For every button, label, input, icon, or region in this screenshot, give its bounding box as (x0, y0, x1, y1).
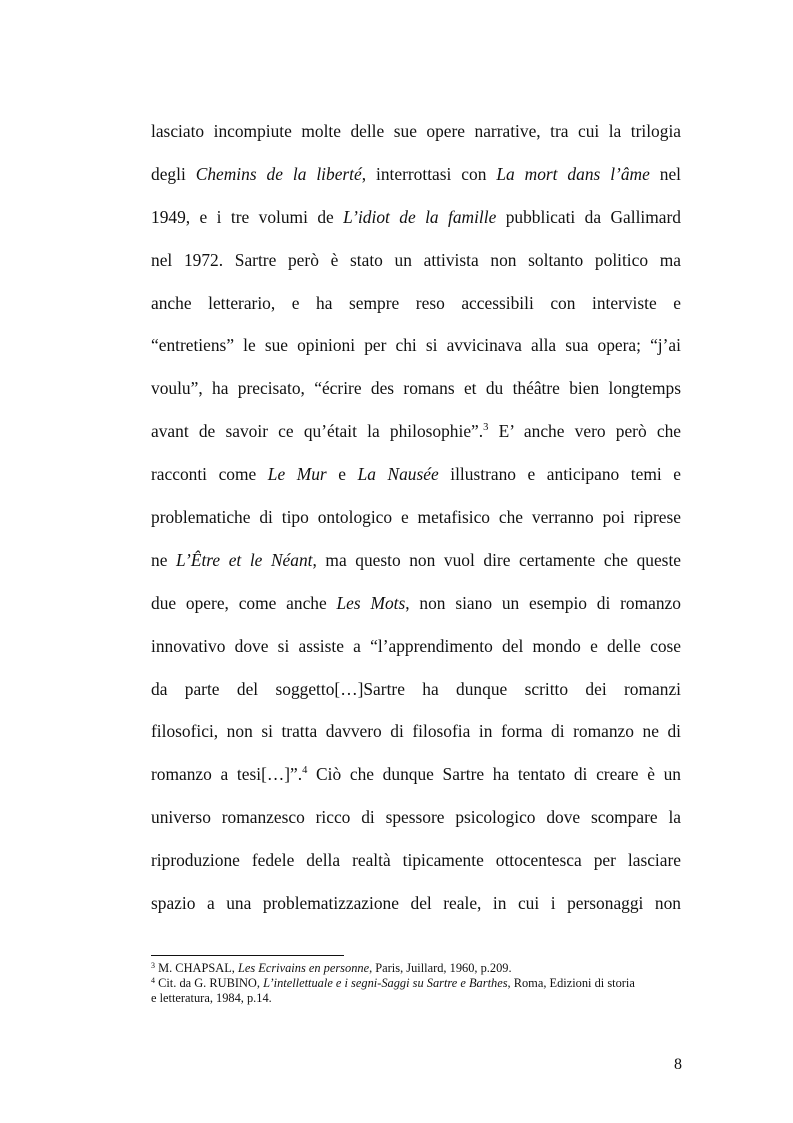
italic-text: Le Mur (267, 464, 327, 485)
text-segment: e letteratura, 1984, p.14. (151, 990, 272, 1005)
text-segment: filosofici, non si tratta davvero di filosofia in forma di romanzo ne di (151, 721, 681, 742)
italic-text: L’Être et le Néant (176, 549, 313, 570)
text-line (151, 753, 681, 796)
text-line (151, 882, 681, 925)
text-segment: e (326, 464, 358, 485)
text-segment: degli (151, 163, 196, 184)
text-line (151, 496, 681, 539)
text-segment: E’ anche vero però che (488, 421, 681, 442)
text-segment: , interrottasi con (361, 163, 497, 184)
footnote-reference: 3 (483, 422, 489, 434)
footnote-separator (151, 955, 344, 956)
page-number: 8 (674, 1056, 682, 1073)
footnote-reference: 4 (302, 765, 308, 777)
footnote-number: 3 (151, 961, 155, 970)
text-segment: da parte del soggetto[…]Sartre ha dunque scritto dei romanzi (151, 678, 681, 699)
text-segment: romanzo a tesi[…]”. (151, 764, 303, 785)
text-line (151, 196, 681, 239)
italic-text: L’idiot de la famille (343, 206, 497, 227)
text-segment: ne (151, 549, 176, 570)
footnote-line (151, 961, 681, 976)
text-segment: 1949, e i tre volumi de (151, 206, 344, 227)
text-segment: universo romanzesco ricco di spessore psicologico dove scompare la (151, 807, 681, 828)
footnotes (151, 961, 681, 1005)
text-line (151, 539, 681, 582)
text-segment: Cit. da G. RUBINO, (155, 975, 264, 990)
text-line (151, 153, 681, 196)
text-line (151, 582, 681, 625)
text-line (151, 668, 681, 711)
italic-text: L’intellettuale e i segni-Saggi su Sartre e Barthes (263, 975, 508, 990)
text-segment: due opere, come anche (151, 592, 337, 613)
italic-text: Chemins de la liberté (195, 163, 362, 184)
text-line (151, 410, 681, 453)
text-segment: “entretiens” le sue opinioni per chi si avvicinava alla sua opera; “j’ai (151, 335, 681, 356)
text-line (151, 625, 681, 668)
text-line (151, 282, 681, 325)
italic-text: La Nausée (357, 464, 439, 485)
text-segment: , Roma, Edizioni di storia (507, 975, 635, 990)
text-segment: pubblicati da Gallimard (496, 206, 681, 227)
text-segment: , non siano un esempio di romanzo (405, 592, 681, 613)
text-segment: nel 1972. Sartre però è stato un attivista non soltanto politico ma (151, 249, 681, 270)
text-segment: lasciato incompiute molte delle sue opere narrative, tra cui la trilogia (151, 121, 681, 141)
text-segment: illustrano e anticipano temi e (438, 464, 681, 485)
italic-text: La mort dans l’âme (496, 163, 650, 184)
footnote-line (151, 976, 681, 991)
text-segment: anche letterario, e ha sempre reso accessibili con interviste e (151, 292, 681, 313)
text-line (151, 453, 681, 496)
text-segment: racconti come (151, 464, 268, 485)
text-segment: Ciò che dunque Sartre ha tentato di creare è un (307, 764, 681, 785)
italic-text: Les Ecrivains en personne (237, 961, 370, 975)
text-line (151, 839, 681, 882)
text-segment: spazio a una problematizzazione del reale, in cui i personaggi non (151, 893, 681, 914)
text-segment: problematiche di tipo ontologico e metafisico che verranno poi riprese (151, 507, 681, 528)
text-segment: , ma questo non vuol dire certamente che queste (312, 549, 681, 570)
text-line (151, 367, 681, 410)
text-segment: , Paris, Juillard, 1960, p.209. (369, 961, 512, 975)
italic-text: Les Mots (336, 592, 406, 613)
footnote-line (151, 991, 681, 1006)
text-line (151, 710, 681, 753)
body-text (151, 110, 681, 925)
text-segment: innovativo dove si assiste a “l’apprendimento del mondo e delle cose (151, 635, 681, 656)
text-line (151, 110, 681, 153)
text-segment: avant de savoir ce qu’était la philosophie”. (151, 421, 484, 442)
text-segment: voulu”, ha precisato, “écrire des romans et du théâtre bien longtemps (151, 378, 681, 399)
text-segment: nel (649, 163, 681, 184)
text-line (151, 239, 681, 282)
text-line (151, 796, 681, 839)
text-line (151, 324, 681, 367)
text-segment: riproduzione fedele della realtà tipicamente ottocentesca per lasciare (151, 850, 681, 871)
text-segment: M. CHAPSAL, (155, 961, 238, 975)
footnote-number: 4 (151, 975, 155, 985)
